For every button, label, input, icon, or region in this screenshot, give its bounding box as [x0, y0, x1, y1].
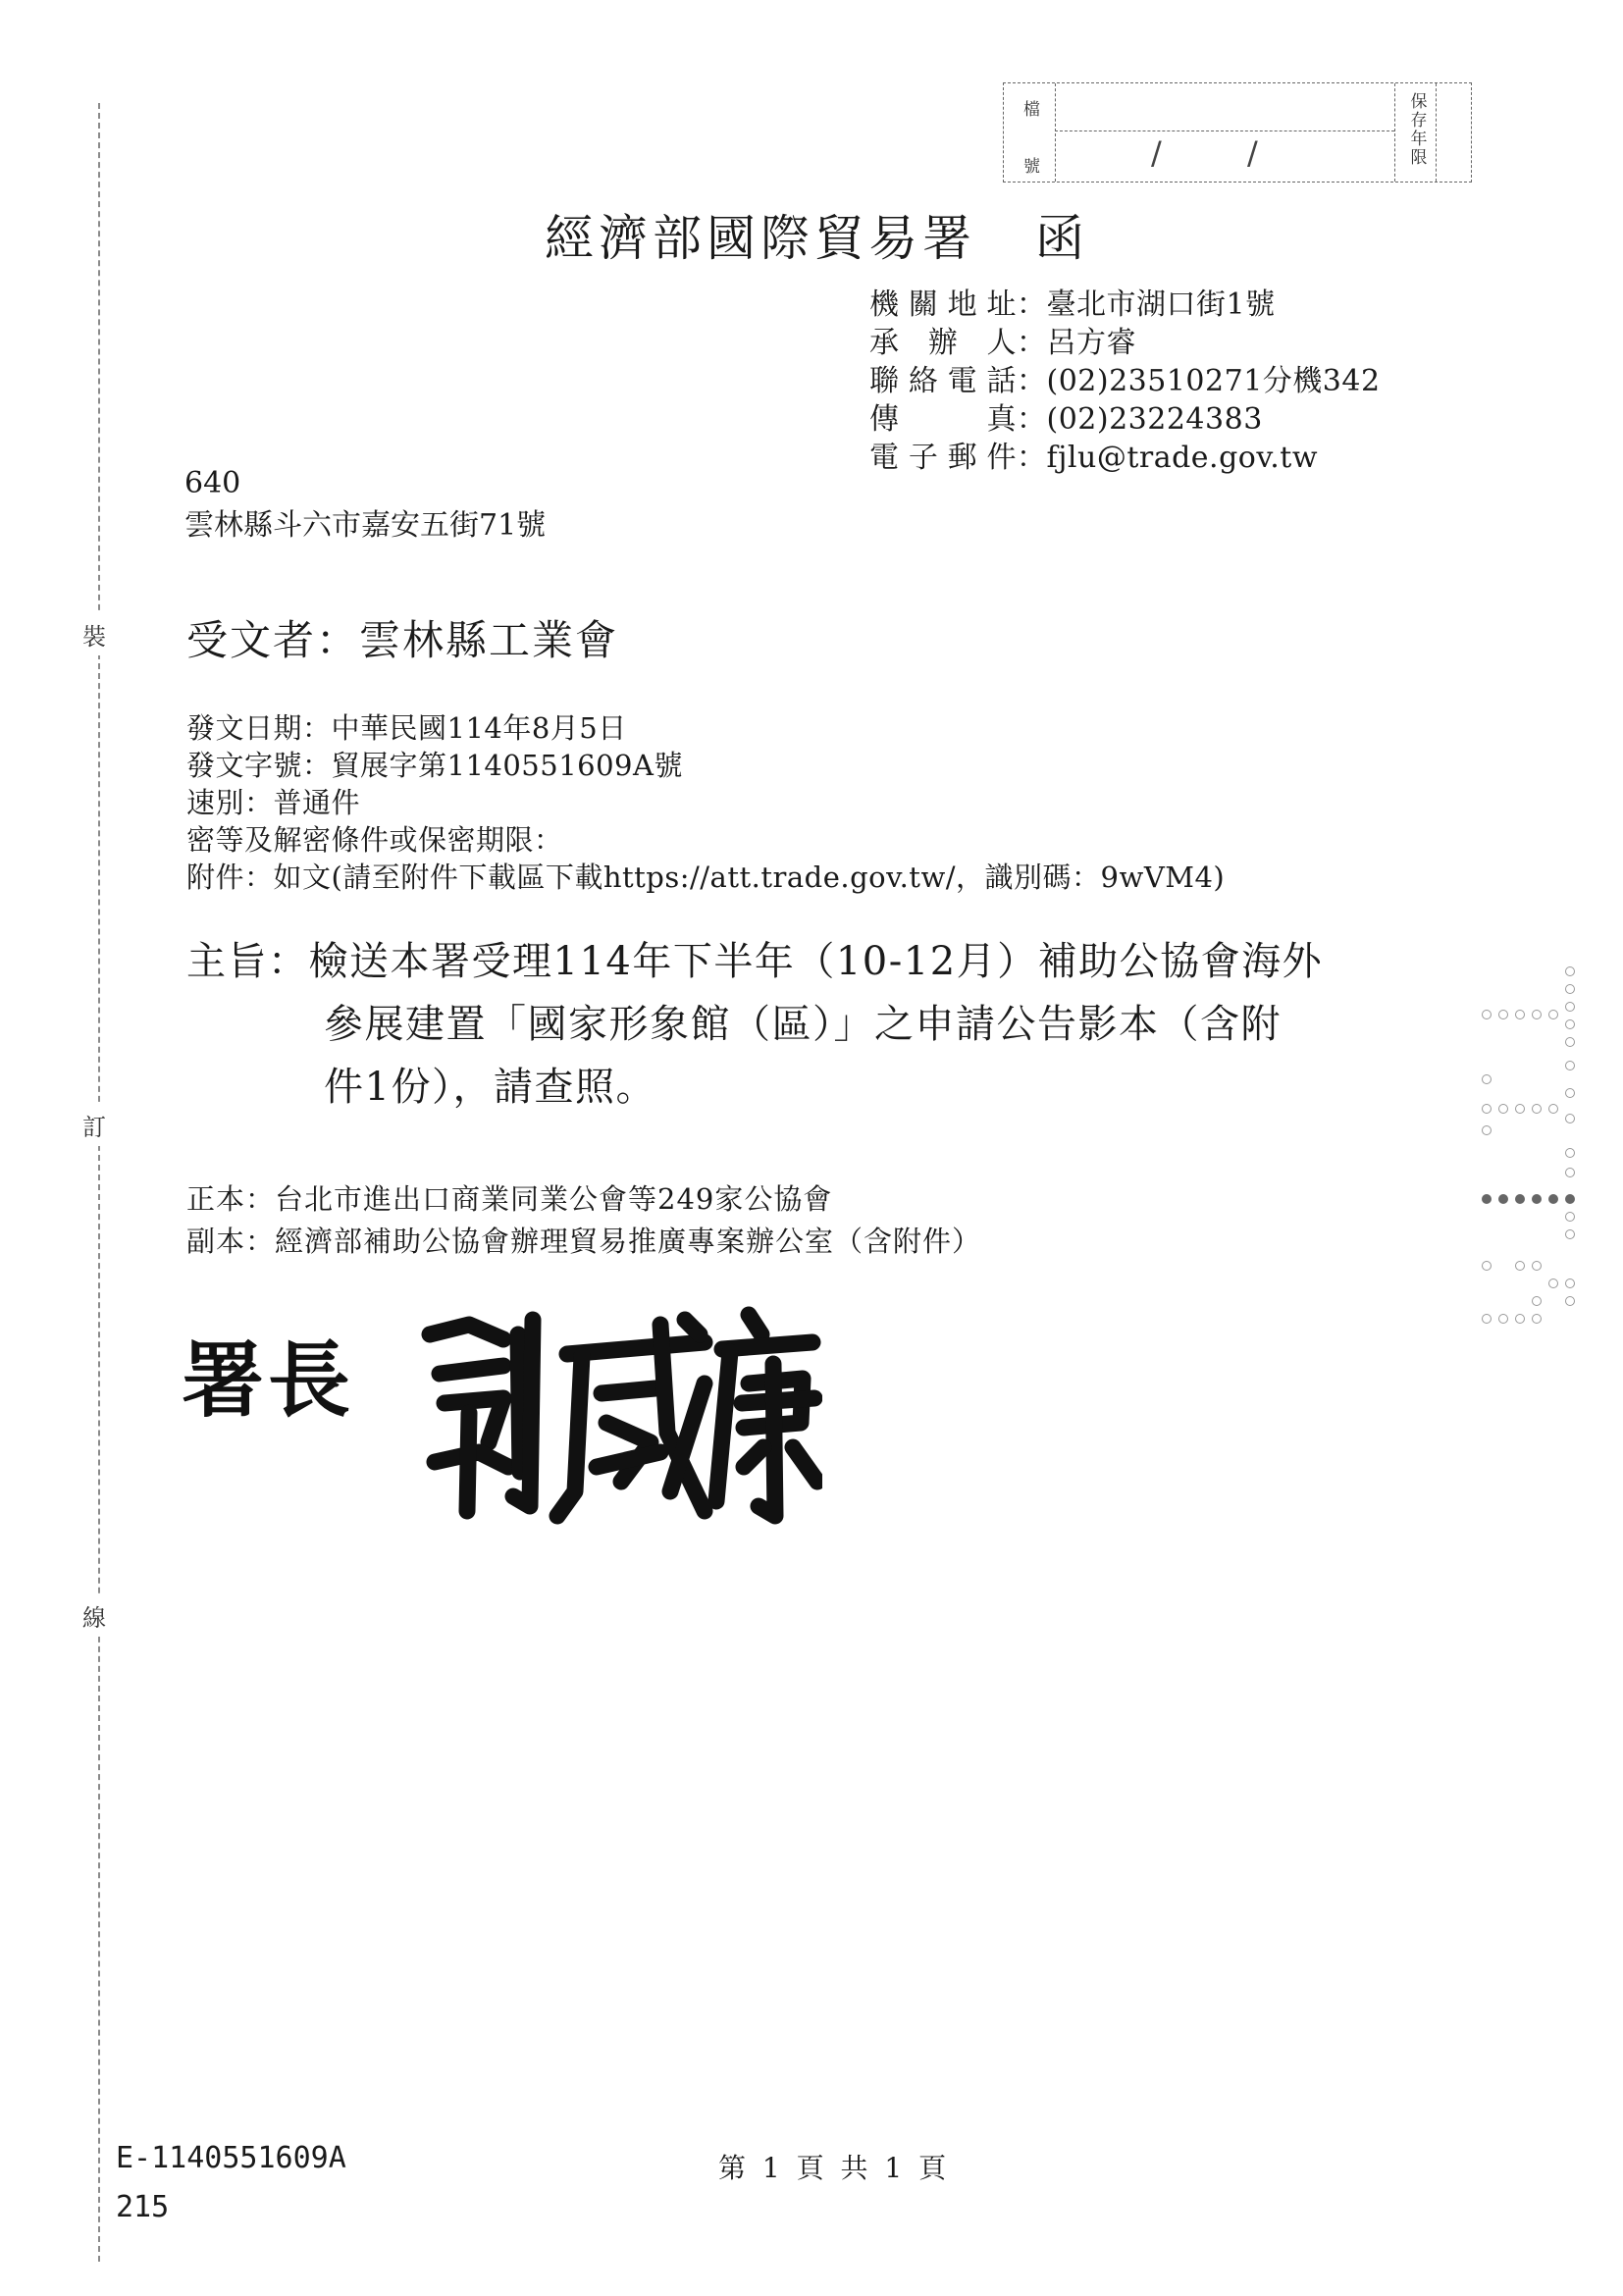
recipient: 受文者：雲林縣工業會: [186, 616, 619, 664]
subject-line-2: 參展建置「國家形象館（區）」之申請公告影本（含附: [324, 1002, 1282, 1047]
contact-phone: 聯絡電話：(02)23510271分機342: [869, 364, 1381, 398]
subject-line-1: 主旨：檢送本署受理114年下半年（10-12月）補助公協會海外: [186, 939, 1324, 984]
signer-title: 署長: [182, 1331, 355, 1429]
binding-holes: [1482, 966, 1590, 1359]
original-recipients: 正本：台北市進出口商業同業公會等249家公協會: [186, 1182, 833, 1216]
contact-address: 機關地址：臺北市湖口街1號: [869, 287, 1276, 322]
recipient-address: 雲林縣斗六市嘉安五街71號: [184, 508, 547, 543]
archive-slash-2: /: [1247, 134, 1258, 172]
archive-slash-1: /: [1151, 134, 1162, 172]
subject-line-3: 件1份），請查照。: [324, 1065, 656, 1110]
signature-seal: [410, 1295, 822, 1531]
attachment: 附件：如文(請至附件下載區下載https://att.trade.gov.tw/，識別碼：9wVM4): [186, 861, 1226, 894]
issuing-agency: 經濟部國際貿易署: [545, 210, 976, 267]
contact-fax: 傳真：(02)23224383: [869, 402, 1263, 437]
binding-char-ding: 訂: [82, 1104, 106, 1146]
document-title: [545, 199, 1089, 270]
archive-box: [1003, 82, 1472, 183]
postal-code: 640: [184, 466, 241, 500]
binding-line: [98, 103, 100, 2262]
binding-char-zhuang: 裝: [82, 613, 106, 655]
copy-recipients: 副本：經濟部補助公協會辦理貿易推廣專案辦公室（含附件）: [186, 1225, 982, 1258]
document-number: 發文字號：貿展字第1140551609A號: [186, 749, 683, 782]
archive-number-label: 號: [1023, 157, 1040, 177]
page-number: 第 1 頁 共 1 頁: [718, 2152, 951, 2184]
footer-document-id: E-1140551609A: [116, 2141, 346, 2175]
classification: 密等及解密條件或保密期限：: [186, 823, 563, 857]
contact-email: 電子郵件：fjlu@trade.gov.tw: [869, 441, 1319, 475]
binding-char-xian: 線: [82, 1594, 106, 1637]
document-type: 函: [1035, 210, 1089, 267]
issue-date: 發文日期：中華民國114年8月5日: [186, 711, 627, 745]
urgency: 速別：普通件: [186, 786, 361, 819]
archive-file-label: 檔: [1023, 100, 1040, 120]
footer-number: 215: [116, 2190, 170, 2224]
contact-officer: 承辦人：呂方睿: [869, 326, 1136, 360]
retention-label: 保存年限: [1410, 92, 1428, 168]
